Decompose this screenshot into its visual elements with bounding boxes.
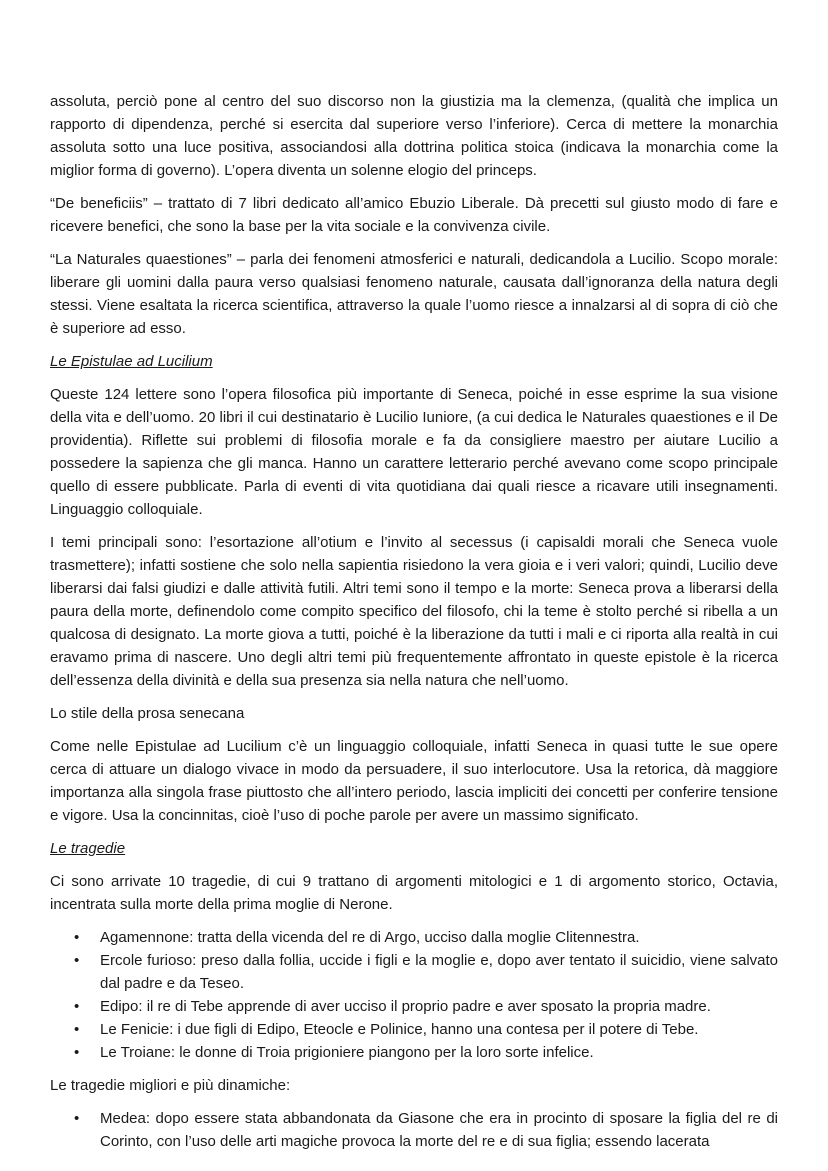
list-item: • Ercole furioso: preso dalla follia, uccide i figli e la moglie e, dopo aver tentato il suicidio, viene salvato dal padre e da Teseo. [50, 949, 778, 995]
list-item: • Medea: dopo essere stata abbandonata da Giasone che era in procinto di sposare la figlia del re di Corinto, con l’uso delle arti magiche provoca la morte del re e di sua figlia; essendo lacerata [50, 1107, 778, 1153]
paragraph-clementia: assoluta, perciò pone al centro del suo discorso non la giustizia ma la clemenza, (qualità che implica un rapporto di dipendenza, perché si esercita dal superiore verso l’inferiore). Cerca di mettere la monarchia assoluta sotto una luce positiva, associandosi alla dottrina politica stoica (indicava la monarchia come la miglior forma di governo). L’opera diventa un solenne elogio del princeps. [50, 93, 778, 179]
document-page [50, 90, 778, 1163]
paragraph-de-beneficiis: “De beneficiis” – trattato di 7 libri dedicato all’amico Ebuzio Liberale. Dà precetti sul giusto modo di fare e ricevere benefici, che sono la base per la vita sociale e la convivenza civile. [50, 195, 778, 235]
tragedie-list [50, 926, 778, 1064]
heading-epistulae: Le Epistulae ad Lucilium [50, 353, 213, 370]
paragraph-tragedie-intro: Ci sono arrivate 10 tragedie, di cui 9 trattano di argomenti mitologici e 1 di argomento storico, Octavia, incentrata sulla morte della prima moglie di Nerone. [50, 873, 778, 913]
list-item: • Le Fenicie: i due figli di Edipo, Eteocle e Polinice, hanno una contesa per il potere di Tebe. [50, 1018, 778, 1041]
paragraph-temi-principali: I temi principali sono: l’esortazione all’otium e l’invito al secessus (i capisaldi morali che Seneca vuole trasmettere); infatti sostiene che solo nella sapientia risiedono la vera gioia e i veri valori; quindi, Lucilio deve liberarsi dai falsi giudizi e dalle attività futili. Altri temi sono il tempo e la morte: Seneca prova a liberarsi della paura della morte, definendolo come compito specifico del filosofo, chi la teme è stolto perché si ribella a un qualcosa di designato. La morte giova a tutti, poiché è la liberazione da tutti i mali e ci riporta alla realtà in cui eravamo prima di nascere. Uno degli altri temi più frequentemente affrontato in queste epistole è la ricerca dell’essenza della divinità e della sua presenza sia nella natura che nell’uomo. [50, 534, 778, 689]
paragraph-tragedie-migliori: Le tragedie migliori e più dinamiche: [50, 1077, 291, 1094]
heading-stile: Lo stile della prosa senecana [50, 705, 245, 722]
paragraph-epistulae-intro: Queste 124 lettere sono l’opera filosofica più importante di Seneca, poiché in esse esprime la sua visione della vita e dell’uomo. 20 libri il cui destinatario è Lucilio Iuniore, (a cui dedica le Naturales quaestiones e il De providentia). Riflette sui problemi di filosofia morale e fa da consigliere maestro per aiutare Lucilio a possedere la sapienza che gli manca. Hanno un carattere letterario perché avevano come scopo principale quello di essere pubblicate. Parla di eventi di vita quotidiana dai quali riesce a ricavare utili insegnamenti. Linguaggio colloquiale. [50, 386, 778, 518]
paragraph-naturales-quaestiones: “La Naturales quaestiones” – parla dei fenomeni atmosferici e naturali, dedicandola a Lucilio. Scopo morale: liberare gli uomini dalla paura verso qualsiasi fenomeno naturale, causata dall’ignoranza della natura degli stessi. Viene esaltata la ricerca scientifica, attraverso la quale l’uomo riesce a innalzarsi al di sopra di ciò che è superiore ad esso. [50, 251, 778, 337]
list-item: • Le Troiane: le donne di Troia prigioniere piangono per la loro sorte infelice. [50, 1041, 778, 1064]
paragraph-stile: Come nelle Epistulae ad Lucilium c’è un linguaggio colloquiale, infatti Seneca in quasi tutte le sue opere cerca di attuare un dialogo vivace in modo da persuadere, il suo interlocutore. Usa la retorica, dà maggiore importanza alla singola frase piuttosto che all’intero periodo, lascia impliciti dei concetti per conferire tensione e vigore. Usa la concinnitas, cioè l’uso di poche parole per avere un massimo significato. [50, 738, 778, 824]
heading-tragedie: Le tragedie [50, 840, 126, 857]
list-item: • Edipo: il re di Tebe apprende di aver ucciso il proprio padre e aver sposato la propria madre. [50, 995, 778, 1018]
list-item: • Agamennone: tratta della vicenda del re di Argo, ucciso dalla moglie Clitennestra. [50, 926, 778, 949]
tragedie-migliori-list [50, 1107, 778, 1153]
